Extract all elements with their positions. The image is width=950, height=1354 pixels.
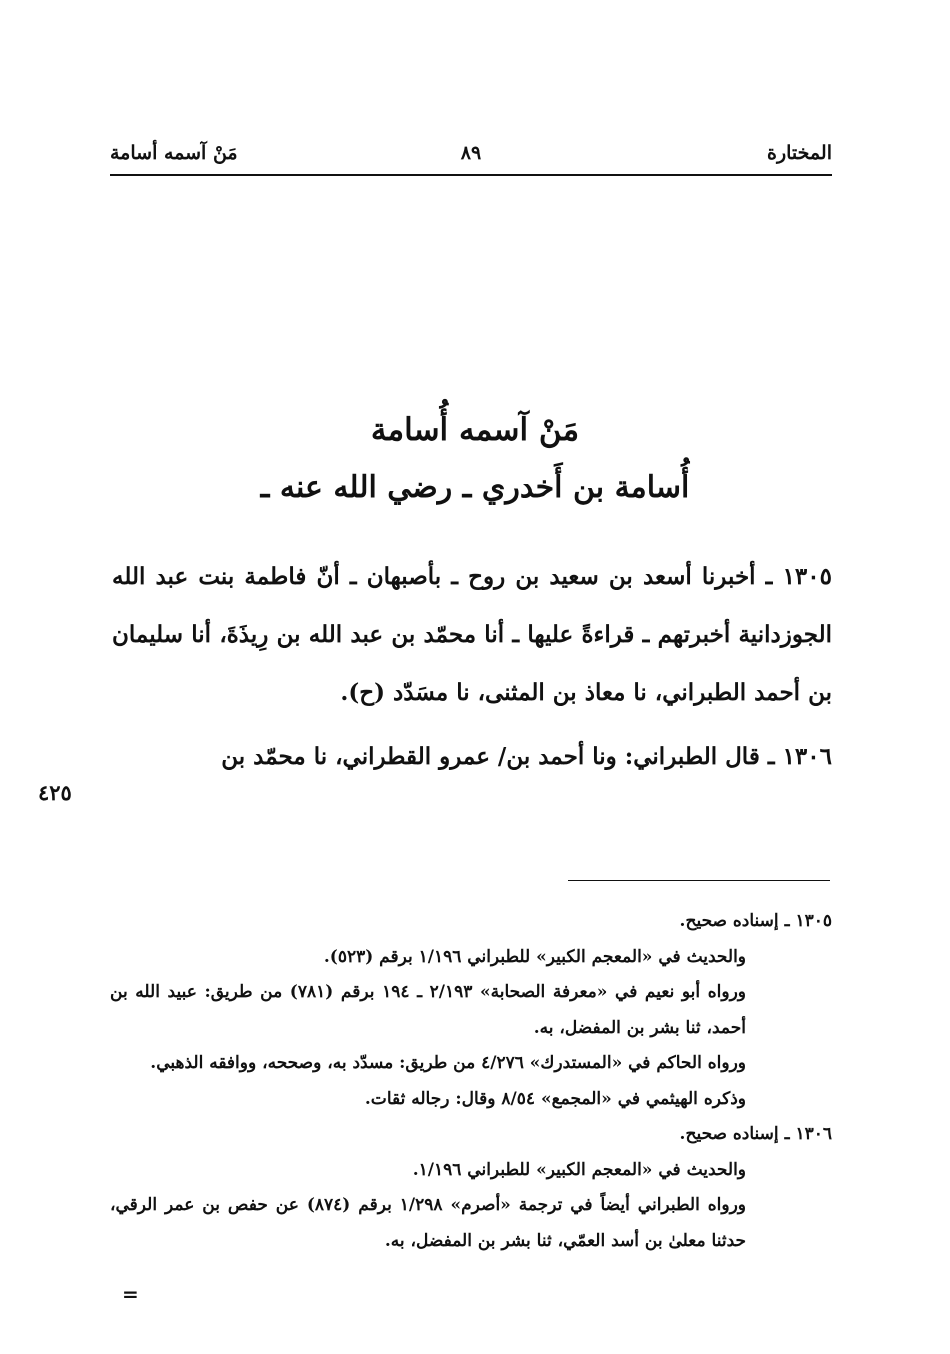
hadith-number: ١٣٠٥ <box>782 563 832 590</box>
main-text <box>112 548 832 786</box>
hadith-number: ١٣٠٦ <box>782 743 832 770</box>
footnote-line: وذكره الهيثمي في «المجمع» ٨/٥٤ وقال: رجاله ثقات. <box>364 1088 746 1109</box>
hadith-1306 <box>112 728 832 786</box>
book-title-header: المختارة <box>767 142 832 164</box>
footnote-heading: ١٣٠٥ ـ إسناده صحيح. <box>679 911 832 931</box>
footnote-line: ورواه الطبراني أيضاً في ترجمة «أصرم» ١/٢٩٨ برقم (٨٧٤) عن حفص بن عمر الرقي، حدثنا معلىٰ بن أسد العمّي، ثنا بشر بن المفضل، به. <box>110 1195 746 1251</box>
chapter-header: مَنْ آسمه أسامة <box>110 142 238 164</box>
running-header <box>110 138 832 176</box>
hadith-1305 <box>112 548 832 722</box>
footnote-line: والحديث في «المعجم الكبير» للطبراني ١/١٩٦. <box>412 1159 746 1180</box>
page-number: ٨٩ <box>460 142 482 164</box>
section-title: أُسامة بن أَخدري ـ رضي الله عنه ـ <box>260 470 690 505</box>
footnote-line: والحديث في «المعجم الكبير» للطبراني ١/١٩٦ برقم (٥٢٣). <box>323 946 746 967</box>
chapter-title: مَنْ آسمه أُسامة <box>370 412 580 448</box>
manuscript-folio-ref: ٤٢٥ <box>38 780 72 805</box>
footnote-line: ورواه أبو نعيم في «معرفة الصحابة» ٢/١٩٣ ـ ١٩٤ برقم (٧٨١) من طريق: عبيد الله بن أحمد، ثنا بشر بن المفضل، به. <box>110 982 746 1038</box>
footnote-heading: ١٣٠٦ ـ إسناده صحيح. <box>679 1124 832 1144</box>
hadith-text: ـ أخبرنا أسعد بن سعيد بن روح ـ بأصبهان ـ أنّ فاطمة بنت عبد الله الجوزدانية أخبرتهم ـ قراءةً عليها ـ أنا محمّد بن عبد الله بن رِيذَةَ، أنا سليمان بن أحمد الطبراني، نا معاذ بن المثنى، نا مسَدّد (ح). <box>112 563 832 706</box>
footnotes <box>110 904 832 1259</box>
continuation-mark: = <box>122 1282 139 1306</box>
footnote-separator <box>568 880 830 881</box>
footnote-line: ورواه الحاكم في «المستدرك» ٤/٢٧٦ من طريق: مسدّد به، وصححه، ووافقه الذهبي. <box>150 1053 746 1073</box>
hadith-text: ـ قال الطبراني: ونا أحمد بن/ عمرو القطراني، نا محمّد بن <box>221 743 775 770</box>
